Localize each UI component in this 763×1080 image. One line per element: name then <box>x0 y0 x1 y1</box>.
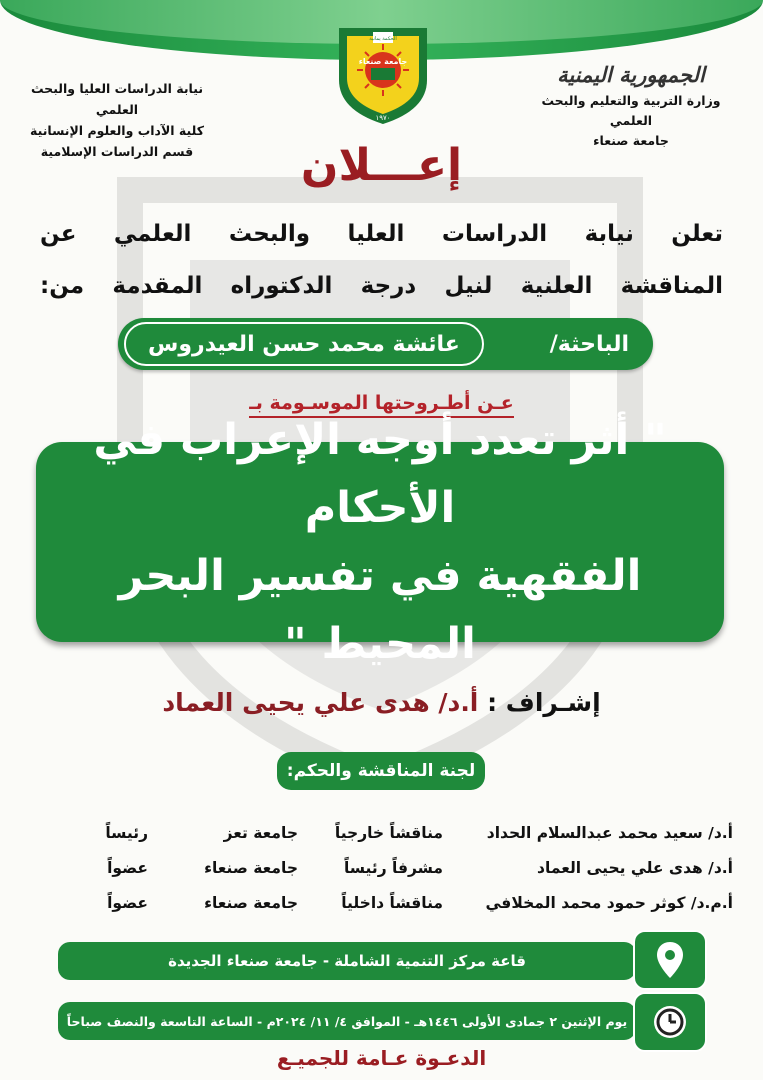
logo-motto: الحكمة يمانية <box>369 36 397 42</box>
thesis-title-line: " أثر تعدد أوجه الإعراب في الأحكام <box>93 415 667 533</box>
supervisor-label: إشـراف : <box>487 688 601 717</box>
intro-line: تعلن نيابة الدراسات العليا والبحث العلمي عن <box>40 221 723 247</box>
member-university: جامعة صنعاء <box>204 893 298 912</box>
member-name: أ.م.د/ كوثر حمود محمد المخلافي <box>485 893 733 912</box>
logo-year: ١٩٧٠ <box>375 114 391 122</box>
member-position: رئيساً <box>105 823 148 842</box>
member-role: مناقشاً داخلياً <box>341 893 443 912</box>
supervisor <box>0 688 763 717</box>
date-banner: يوم الإثنين ٢ جمادى الأولى ١٤٤٦هـ - الموافق ٤/ ١١/ ٢٠٢٤م - الساعة التاسعة والنصف صباحاً <box>58 1002 636 1040</box>
thesis-title-box <box>36 415 724 669</box>
committee-row <box>30 850 733 885</box>
supervisor-name: أ.د/ هدى علي يحيى العماد <box>162 688 479 717</box>
general-invitation: الدعـوة عـامة للجميـع <box>276 1046 487 1070</box>
location-pin-icon <box>633 930 707 990</box>
thesis-intro-text: عـن أطـروحتها الموسـومة بـ <box>249 392 513 418</box>
faculty-name: كلية الآداب والعلوم الإنسانية <box>30 123 204 138</box>
researcher-banner <box>118 318 653 370</box>
university-logo <box>335 24 431 126</box>
intro-line: المناقشة العلنية لنيل درجة الدكتوراه المقدمة من: <box>40 273 723 299</box>
committee-title: لجنة المناقشة والحكم: <box>277 752 485 790</box>
republic-title: الجمهورية اليمنية <box>557 62 705 87</box>
office-name: نيابة الدراسات العليا والبحث العلمي <box>30 81 204 117</box>
member-name: أ.د/ هدى علي يحيى العماد <box>537 858 733 877</box>
member-role: مناقشاً خارجياً <box>334 823 443 842</box>
header-right <box>521 62 741 151</box>
member-university: جامعة تعز <box>223 823 298 842</box>
committee-row <box>30 885 733 920</box>
committee-table <box>30 815 733 920</box>
member-position: عضواً <box>107 858 148 877</box>
member-position: عضواً <box>107 893 148 912</box>
member-role: مشرفاً رئيساً <box>343 858 443 877</box>
department-name: قسم الدراسات الإسلامية <box>40 144 194 159</box>
venue-banner: قاعة مركز التنمية الشاملة - جامعة صنعاء الجديدة <box>58 942 636 980</box>
university-name: جامعة صنعاء <box>593 133 669 148</box>
member-university: جامعة صنعاء <box>204 858 298 877</box>
announcement-title: إعـــلان <box>300 140 463 191</box>
member-name: أ.د/ سعيد محمد عبدالسلام الحداد <box>486 823 733 842</box>
committee-row <box>30 815 733 850</box>
logo-name: جامعة صنعاء <box>358 57 408 66</box>
ministry-name: وزارة التربية والتعليم والبحث العلمي <box>541 93 721 128</box>
intro-text <box>40 208 723 312</box>
researcher-label: الباحثة/ <box>549 331 629 357</box>
thesis-title-line: الفقهية في تفسير البحر المحيط " <box>118 551 642 669</box>
clock-icon <box>633 992 707 1052</box>
researcher-name: عائشة محمد حسن العيدروس <box>124 322 484 366</box>
